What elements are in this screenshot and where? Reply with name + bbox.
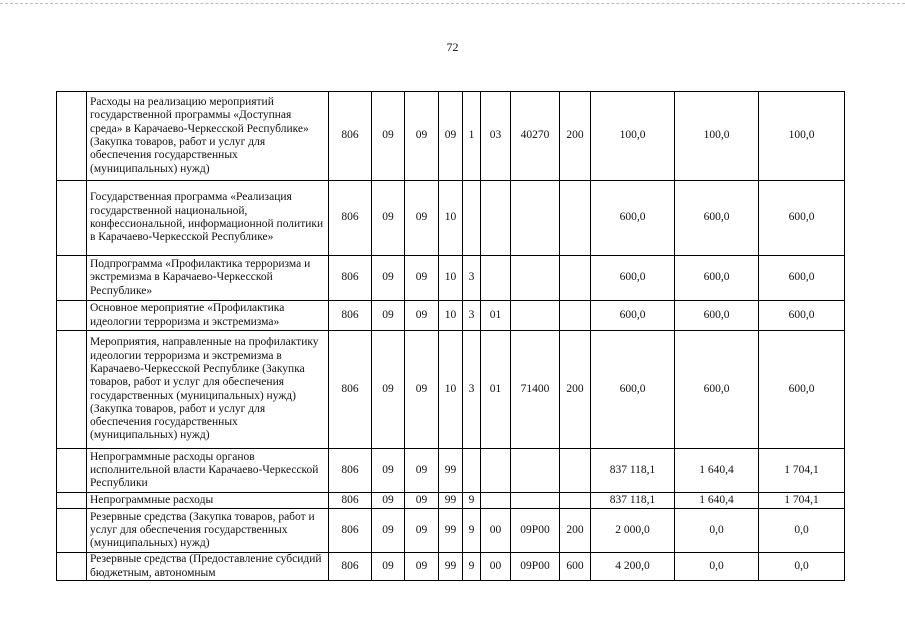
code-expense-type (560, 493, 591, 509)
code-direction: 09Р00 (511, 553, 560, 581)
code-podrazdel: 09 (405, 301, 439, 331)
blank-cell (57, 92, 87, 181)
amount-year-3: 1 704,1 (759, 493, 845, 509)
table-row (57, 449, 845, 493)
blank-cell (57, 301, 87, 331)
blank-cell (57, 181, 87, 256)
code-razdel: 09 (372, 449, 405, 493)
amount-year-1: 600,0 (591, 331, 675, 449)
code-subprogram (463, 449, 481, 493)
code-event: 03 (481, 92, 511, 181)
amount-year-1: 837 118,1 (591, 449, 675, 493)
code-direction (511, 493, 560, 509)
amount-year-3: 600,0 (759, 301, 845, 331)
amount-year-1: 100,0 (591, 92, 675, 181)
code-razdel: 09 (372, 509, 405, 553)
amount-year-2: 600,0 (675, 181, 759, 256)
blank-cell (57, 449, 87, 493)
code-expense-type: 600 (560, 553, 591, 581)
budget-table (56, 91, 845, 581)
code-program: 99 (439, 493, 463, 509)
expense-name: Резервные средства (Предоставление субсидий бюджетным, автономным (87, 553, 329, 581)
blank-cell (57, 509, 87, 553)
expense-name: Резервные средства (Закупка товаров, работ и услуг для обеспечения государственных (муниципальных) нужд) (87, 509, 329, 553)
code-razdel: 09 (372, 331, 405, 449)
amount-year-2: 1 640,4 (675, 493, 759, 509)
code-razdel: 09 (372, 256, 405, 301)
code-event (481, 493, 511, 509)
blank-cell (57, 553, 87, 581)
expense-name: Основное мероприятие «Профилактика идеологии терроризма и экстремизма» (87, 301, 329, 331)
table-row (57, 493, 845, 509)
code-direction (511, 256, 560, 301)
code-direction: 40270 (511, 92, 560, 181)
code-grbs: 806 (329, 553, 372, 581)
amount-year-1: 600,0 (591, 181, 675, 256)
code-subprogram: 9 (463, 553, 481, 581)
code-grbs: 806 (329, 256, 372, 301)
amount-year-1: 4 200,0 (591, 553, 675, 581)
amount-year-3: 0,0 (759, 509, 845, 553)
expense-name: Государственная программа «Реализация государственной национальной, конфессиональной, информационной политики в Карачаево-Черкесской Республике» (87, 181, 329, 256)
amount-year-2: 0,0 (675, 509, 759, 553)
code-razdel: 09 (372, 301, 405, 331)
expense-name: Непрограммные расходы органов исполнительной власти Карачаево-Черкесской Республики (87, 449, 329, 493)
amount-year-3: 600,0 (759, 256, 845, 301)
table-row (57, 256, 845, 301)
code-program: 99 (439, 449, 463, 493)
code-razdel: 09 (372, 181, 405, 256)
code-expense-type (560, 449, 591, 493)
amount-year-2: 600,0 (675, 301, 759, 331)
code-subprogram (463, 181, 481, 256)
code-event: 00 (481, 553, 511, 581)
code-podrazdel: 09 (405, 92, 439, 181)
code-direction (511, 181, 560, 256)
code-event (481, 181, 511, 256)
code-program: 10 (439, 256, 463, 301)
code-grbs: 806 (329, 181, 372, 256)
code-expense-type: 200 (560, 92, 591, 181)
code-direction (511, 449, 560, 493)
code-razdel: 09 (372, 553, 405, 581)
blank-cell (57, 256, 87, 301)
code-expense-type (560, 256, 591, 301)
code-expense-type: 200 (560, 331, 591, 449)
code-event (481, 449, 511, 493)
code-program: 99 (439, 509, 463, 553)
amount-year-2: 1 640,4 (675, 449, 759, 493)
code-event: 01 (481, 331, 511, 449)
code-podrazdel: 09 (405, 449, 439, 493)
table-row (57, 301, 845, 331)
expense-name: Подпрограмма «Профилактика терроризма и экстремизма в Карачаево-Черкесской Республике» (87, 256, 329, 301)
code-razdel: 09 (372, 493, 405, 509)
code-subprogram: 3 (463, 301, 481, 331)
code-grbs: 806 (329, 493, 372, 509)
code-podrazdel: 09 (405, 509, 439, 553)
amount-year-3: 600,0 (759, 181, 845, 256)
amount-year-1: 600,0 (591, 256, 675, 301)
expense-name: Мероприятия, направленные на профилактику идеологии терроризма и экстремизма в Карачаево-Черкесской Республике (Закупка товаров, работ и услуг для обеспечения государственных (муниципальных) нужд) (Закупка товаров, работ и услуг для обеспечения государственных (муниципальных) нужд) (87, 331, 329, 449)
code-expense-type (560, 301, 591, 331)
code-grbs: 806 (329, 449, 372, 493)
table-row (57, 331, 845, 449)
table-row (57, 181, 845, 256)
code-podrazdel: 09 (405, 256, 439, 301)
code-podrazdel: 09 (405, 331, 439, 449)
table-row (57, 509, 845, 553)
table-row (57, 92, 845, 181)
amount-year-3: 0,0 (759, 553, 845, 581)
amount-year-1: 837 118,1 (591, 493, 675, 509)
amount-year-2: 600,0 (675, 256, 759, 301)
blank-cell (57, 493, 87, 509)
code-direction (511, 301, 560, 331)
code-podrazdel: 09 (405, 181, 439, 256)
code-grbs: 806 (329, 301, 372, 331)
amount-year-1: 2 000,0 (591, 509, 675, 553)
budget-table-body (57, 92, 845, 581)
code-subprogram: 3 (463, 331, 481, 449)
code-direction: 71400 (511, 331, 560, 449)
code-grbs: 806 (329, 92, 372, 181)
amount-year-2: 600,0 (675, 331, 759, 449)
expense-name: Непрограммные расходы (87, 493, 329, 509)
code-event: 01 (481, 301, 511, 331)
page-number: 72 (446, 40, 459, 54)
code-expense-type: 200 (560, 509, 591, 553)
code-subprogram: 1 (463, 92, 481, 181)
table-row (57, 553, 845, 581)
amount-year-1: 600,0 (591, 301, 675, 331)
code-podrazdel: 09 (405, 553, 439, 581)
code-expense-type (560, 181, 591, 256)
amount-year-3: 100,0 (759, 92, 845, 181)
amount-year-2: 100,0 (675, 92, 759, 181)
code-program: 10 (439, 301, 463, 331)
amount-year-3: 600,0 (759, 331, 845, 449)
amount-year-2: 0,0 (675, 553, 759, 581)
code-program: 10 (439, 331, 463, 449)
code-grbs: 806 (329, 331, 372, 449)
code-podrazdel: 09 (405, 493, 439, 509)
code-program: 99 (439, 553, 463, 581)
amount-year-3: 1 704,1 (759, 449, 845, 493)
code-subprogram: 9 (463, 493, 481, 509)
blank-cell (57, 331, 87, 449)
code-event (481, 256, 511, 301)
code-program: 09 (439, 92, 463, 181)
scan-top-rule (0, 3, 905, 4)
code-razdel: 09 (372, 92, 405, 181)
code-event: 00 (481, 509, 511, 553)
code-direction: 09Р00 (511, 509, 560, 553)
code-subprogram: 3 (463, 256, 481, 301)
code-program: 10 (439, 181, 463, 256)
code-subprogram: 9 (463, 509, 481, 553)
code-grbs: 806 (329, 509, 372, 553)
expense-name: Расходы на реализацию мероприятий государственной программы «Доступная среда» в Карачаево-Черкесской Республике» (Закупка товаров, работ и услуг для обеспечения государственных (муниципальных) нужд) (87, 92, 329, 181)
